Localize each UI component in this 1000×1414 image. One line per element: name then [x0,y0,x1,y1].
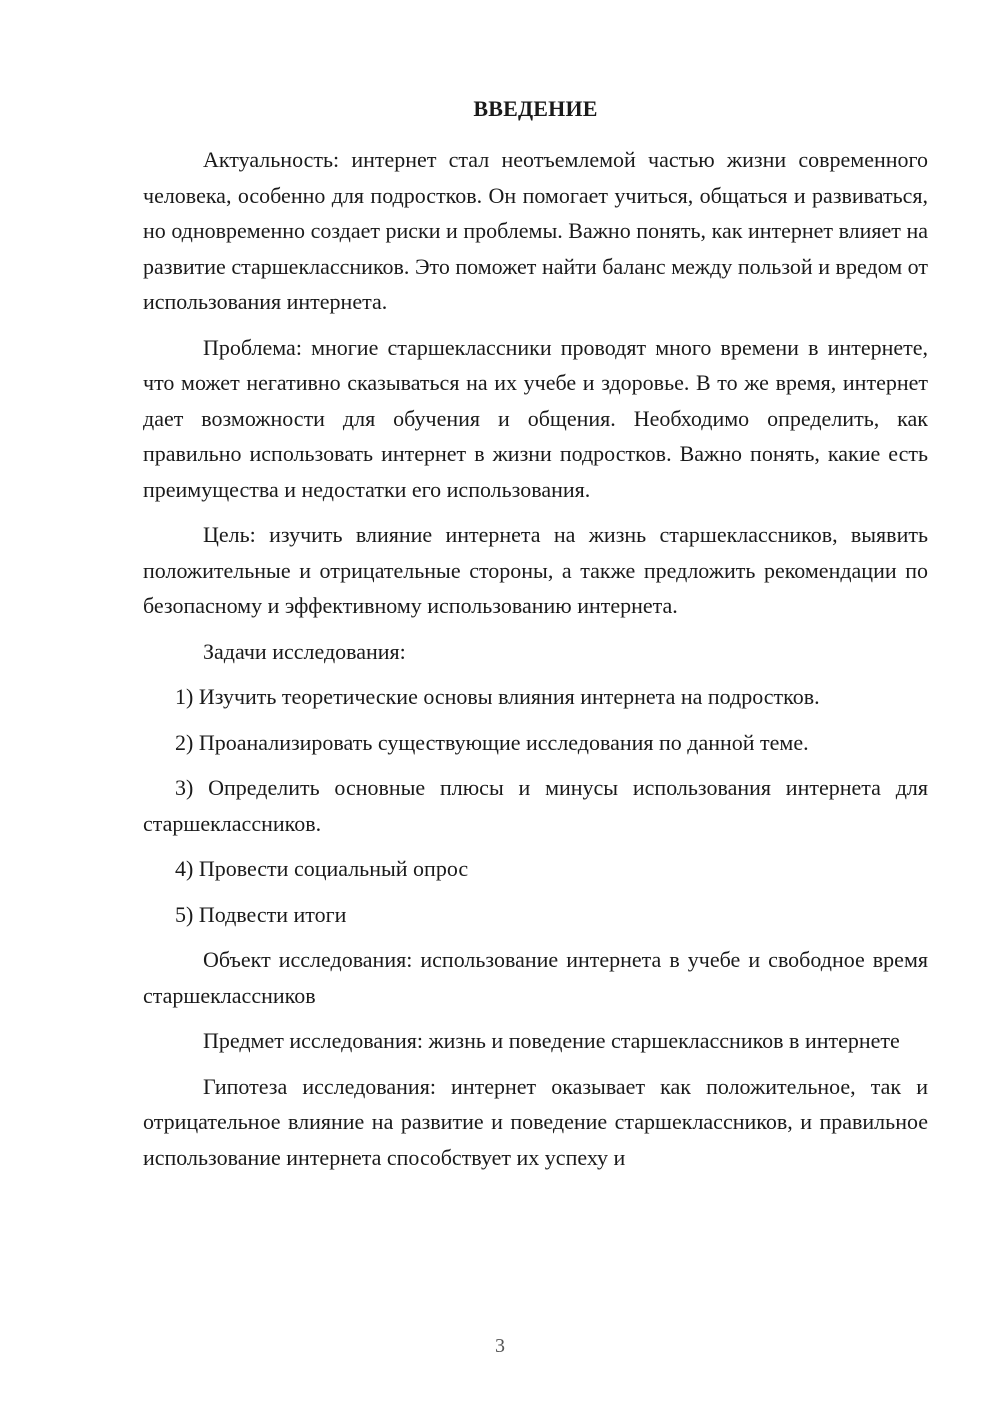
page-title: ВВЕДЕНИЕ [473,96,598,121]
paragraph-relevance: Актуальность: интернет стал неотъемлемой частью жизни современного человека, особенно для подростков. Он помогает учиться, общаться и развиваться, но одновременно создает риски и проблемы. Важно понять, как интернет влияет на развитие старшеклассников. Это поможет найти баланс между пользой и вредом от использования интернета. [143,147,928,314]
list-item: 1) Изучить теоретические основы влияния интернета на подростков. [175,684,820,709]
tasks-heading: Задачи исследования: [203,638,406,664]
page-number: 3 [495,1335,505,1357]
list-item: 4) Провести социальный опрос [175,856,469,881]
paragraph-hypothesis: Гипотеза исследования: интернет оказывает как положительное, так и отрицательное влияние на развитие и поведение старшеклассников, и правильное использование интернета способствует их успеху и [143,1073,928,1170]
list-item: 3) Определить основные плюсы и минусы использования интернета для старшеклассников. [143,775,928,836]
document-body [143,142,928,1185]
paragraph-object: Объект исследования: использование интернета в учебе и свободное время старшеклассников [143,947,928,1008]
list-item: 2) Проанализировать существующие исследования по данной теме. [175,729,809,755]
list-item: 5) Подвести итоги [175,901,347,927]
paragraph-goal: Цель: изучить влияние интернета на жизнь старшеклассников, выявить положительные и отрицательные стороны, а также предложить рекомендации по безопасному и эффективному использованию интернета. [143,522,928,618]
paragraph-subject: Предмет исследования: жизнь и поведение старшеклассников в интернете [203,1028,900,1053]
paragraph-problem: Проблема: многие старшеклассники проводят много времени в интернете, что может негативно сказываться на их учебе и здоровье. В то же время, интернет дает возможности для обучения и общения. Необходимо определить, как правильно использовать интернет в жизни подростков. Важно понять, какие есть преимущества и недостатки его использования. [143,334,928,502]
